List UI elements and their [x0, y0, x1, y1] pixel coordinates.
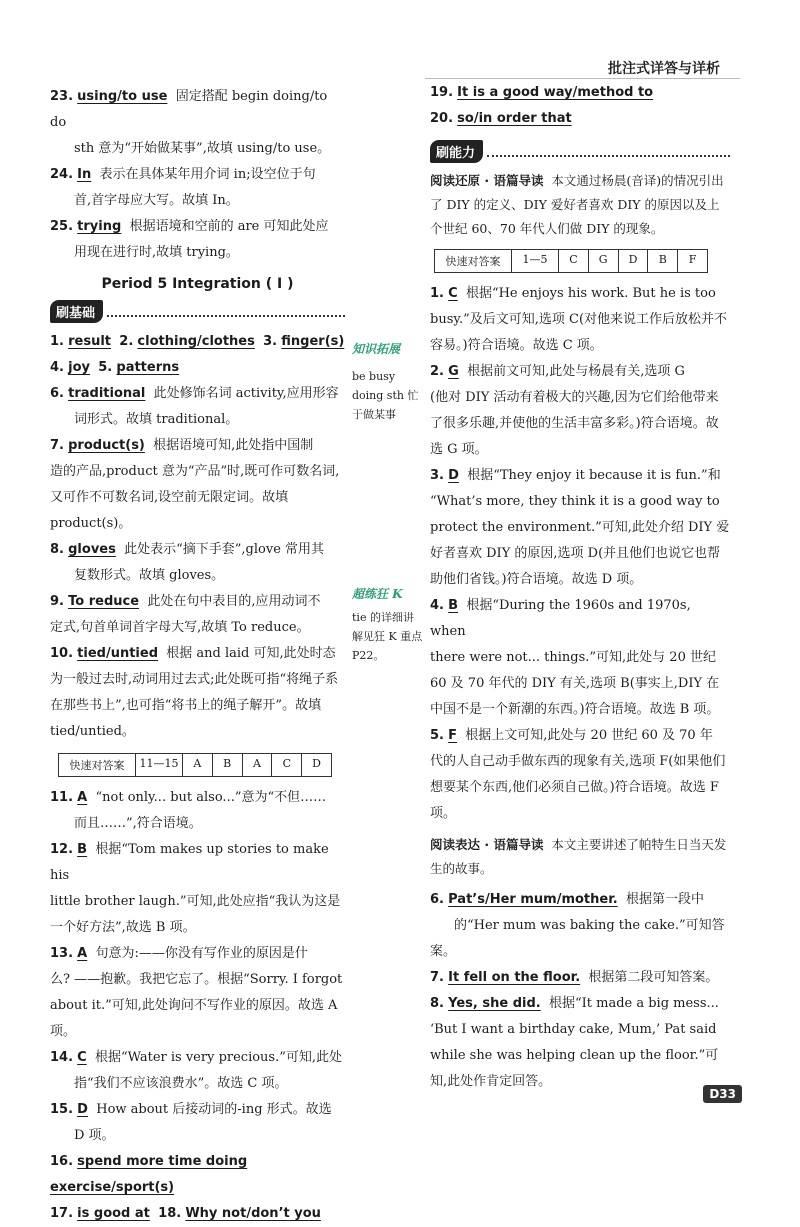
section-badge: 刷基础 — [50, 300, 103, 323]
header-divider — [425, 78, 740, 79]
list-item — [50, 84, 345, 162]
answer-row: 1. result 2. clothing/clothes 3. finger(s) — [50, 334, 345, 349]
list-item — [50, 214, 345, 266]
list-item: 2. G 根据前文可知,此处与杨晨有关,选项 G (他对 DIY 活动有着极大的兴趣,因为它们给他带来了很多乐趣,并使他的生活丰富多彩。)符合语境。故选 G 项。 — [430, 364, 719, 457]
list-item: 7. It fell on the floor. 根据第二段可知答案。 — [430, 970, 719, 985]
answer-row: 4. joy 5. patterns — [50, 360, 180, 375]
item-text: 根据语境和空前的 are 可知此处应 — [129, 219, 329, 234]
list-item: 14. C 根据“Water is very precious.”可知,此处 指“我们不应该浪费水”。故选 C 项。 — [50, 1050, 343, 1091]
period-heading: Period 5 Integration ( Ⅰ ) — [101, 276, 294, 292]
margin-text: be busy doing sth 忙于做某事 — [352, 370, 419, 421]
list-item: 6. traditional 此处修饰名词 activity,应用形容 词形式。故填 traditional。 — [50, 386, 339, 427]
section-header-basic — [50, 300, 345, 323]
item-number: 23. — [50, 89, 74, 104]
list-item: 10. tied/untied 根据 and laid 可知,此处时态 为一般过去时,动词用过去式;此处既可指“将绳子系在那些书上”,也可指“将书上的绳子解开”。故填 tied/untied。 — [50, 646, 339, 739]
margin-tag: 知识拓展 — [352, 342, 401, 356]
item-continuation: 首,首字母应大写。故填 In。 — [74, 193, 239, 208]
page-number: D33 — [703, 1085, 742, 1103]
margin-text: tie 的详细讲解见狂 K 重点 P22。 — [352, 611, 423, 662]
answer-row: 16. spend more time doing exercise/sport(s) — [50, 1154, 248, 1195]
item-answer: trying — [77, 219, 122, 234]
list-item — [50, 162, 345, 214]
answer-row: 20. so/in order that — [430, 111, 572, 126]
item-text: 固定搭配 begin doing/to do — [50, 89, 328, 130]
items-right — [430, 281, 730, 827]
list-item: 7. product(s) 根据语境可知,此处指中国制 造的产品,product 意为“产品”时,既可作可数名词,又可作不可数名词,设空前无限定词。故填 product(s)。 — [50, 438, 340, 531]
reading-guide: 阅读还原 · 语篇导读 本文通过杨晨(音译)的情况引出了 DIY 的定义、DIY 爱好者喜欢 DIY 的原因以及上个世纪 60、70 年代人们做 DIY 的现象。 — [430, 173, 724, 236]
margin-note-knowledge — [352, 340, 424, 424]
item-answer: using/to use — [77, 89, 168, 104]
item-answer: In — [77, 167, 92, 182]
list-item: 6. Pat’s/Her mum/mother. 根据第一段中 的“Her mum was baking the cake.”可知答案。 — [430, 892, 725, 959]
list-item: 1. C 根据“He enjoys his work. But he is too busy.”及后文可知,选项 C(对他来说工作后放松并不容易。)符合语境。故选 C 项。 — [430, 286, 728, 353]
right-column — [430, 80, 730, 1095]
list-item: 8. Yes, she did. 根据“It made a big mess... ‘But I want a birthday cake, Mum,’ Pat said while she was helping clean up the floor.”可知,此处作肯定回答。 — [430, 996, 719, 1089]
item-number: 24. — [50, 167, 74, 182]
section-divider — [487, 147, 730, 157]
item-continuation: sth 意为“开始做某事”,故填 using/to use。 — [74, 141, 331, 156]
reading-guide: 阅读表达 · 语篇导读 本文主要讲述了帕特生日当天发生的故事。 — [430, 837, 727, 876]
list-item: 12. B 根据“Tom makes up stories to make his little brother laugh.”可知,此处应指“我认为这是一个好方法”,故选 B 项。 — [50, 842, 341, 935]
list-item: 4. B 根据“During the 1960s and 1970s, when there were not... things.”可知,此处与 20 世纪 60 及 70 年代的 DIY 有关,选项 B(事实上,DIY 在中国不是一个新潮的东西。)符合语境。故选 B 项。 — [430, 598, 720, 717]
section-divider — [107, 307, 345, 317]
items-a — [50, 84, 345, 266]
answer-row: 17. is good at 18. Why not/don’t you — [50, 1206, 321, 1221]
list-item: 15. D How about 后接动词的-ing 形式。故选 D 项。 — [50, 1102, 332, 1143]
left-column — [50, 84, 345, 1227]
list-item: 8. gloves 此处表示“摘下手套”,glove 常用其 复数形式。故填 gloves。 — [50, 542, 325, 583]
margin-note-crazyk — [352, 585, 424, 665]
answer-row: 19. It is a good way/method to — [430, 85, 654, 100]
list-item: 11. A “not only... but also...”意为“不但…… 而且……”,符合语境。 — [50, 790, 327, 831]
list-item: 3. D 根据“They enjoy it because it is fun.”和 “What’s more, they think it is a good way to protect the environment.”可知,此处介绍 DIY 爱好者喜欢 DIY 的原因,选项 D(并且他们也说它也帮助他们省钱。)符合语境。故选 D 项。 — [430, 468, 730, 587]
list-item: 9. To reduce 此处在句中表目的,应用动词不 定式,句首单词首字母大写,故填 To reduce。 — [50, 594, 321, 635]
items-c — [50, 785, 345, 1149]
list-item: 5. F 根据上文可知,此处与 20 世纪 60 及 70 年 代的人自己动手做东西的现象有关,选项 F(如果他们想要某个东西,他们必须自己做。)符合语境。故选 F 项。 — [430, 728, 726, 821]
header-title: 批注式详答与详析 — [608, 61, 720, 77]
section-badge: 刷能力 — [430, 140, 483, 163]
margin-tag: 超练狂 K — [352, 587, 403, 601]
item-number: 25. — [50, 219, 74, 234]
quick-answer-table: 快速对答案 11—15 A B A C D — [58, 753, 332, 777]
section-header-ability — [430, 140, 730, 163]
list-item: 13. A 句意为:——你没有写作业的原因是什 么? ——抱歉。我把它忘了。根据“Sorry. I forgot about it.”可知,此处询问不写作业的原因。故选 A 项。 — [50, 946, 343, 1039]
items-b — [50, 381, 345, 745]
quick-answer-table: 快速对答案 1—5 C G D B F — [434, 249, 708, 273]
item-continuation: 用现在进行时,故填 trying。 — [74, 245, 239, 260]
items-right-2 — [430, 887, 730, 1095]
item-text: 表示在具体某年用介词 in;设空位于句 — [99, 167, 316, 182]
